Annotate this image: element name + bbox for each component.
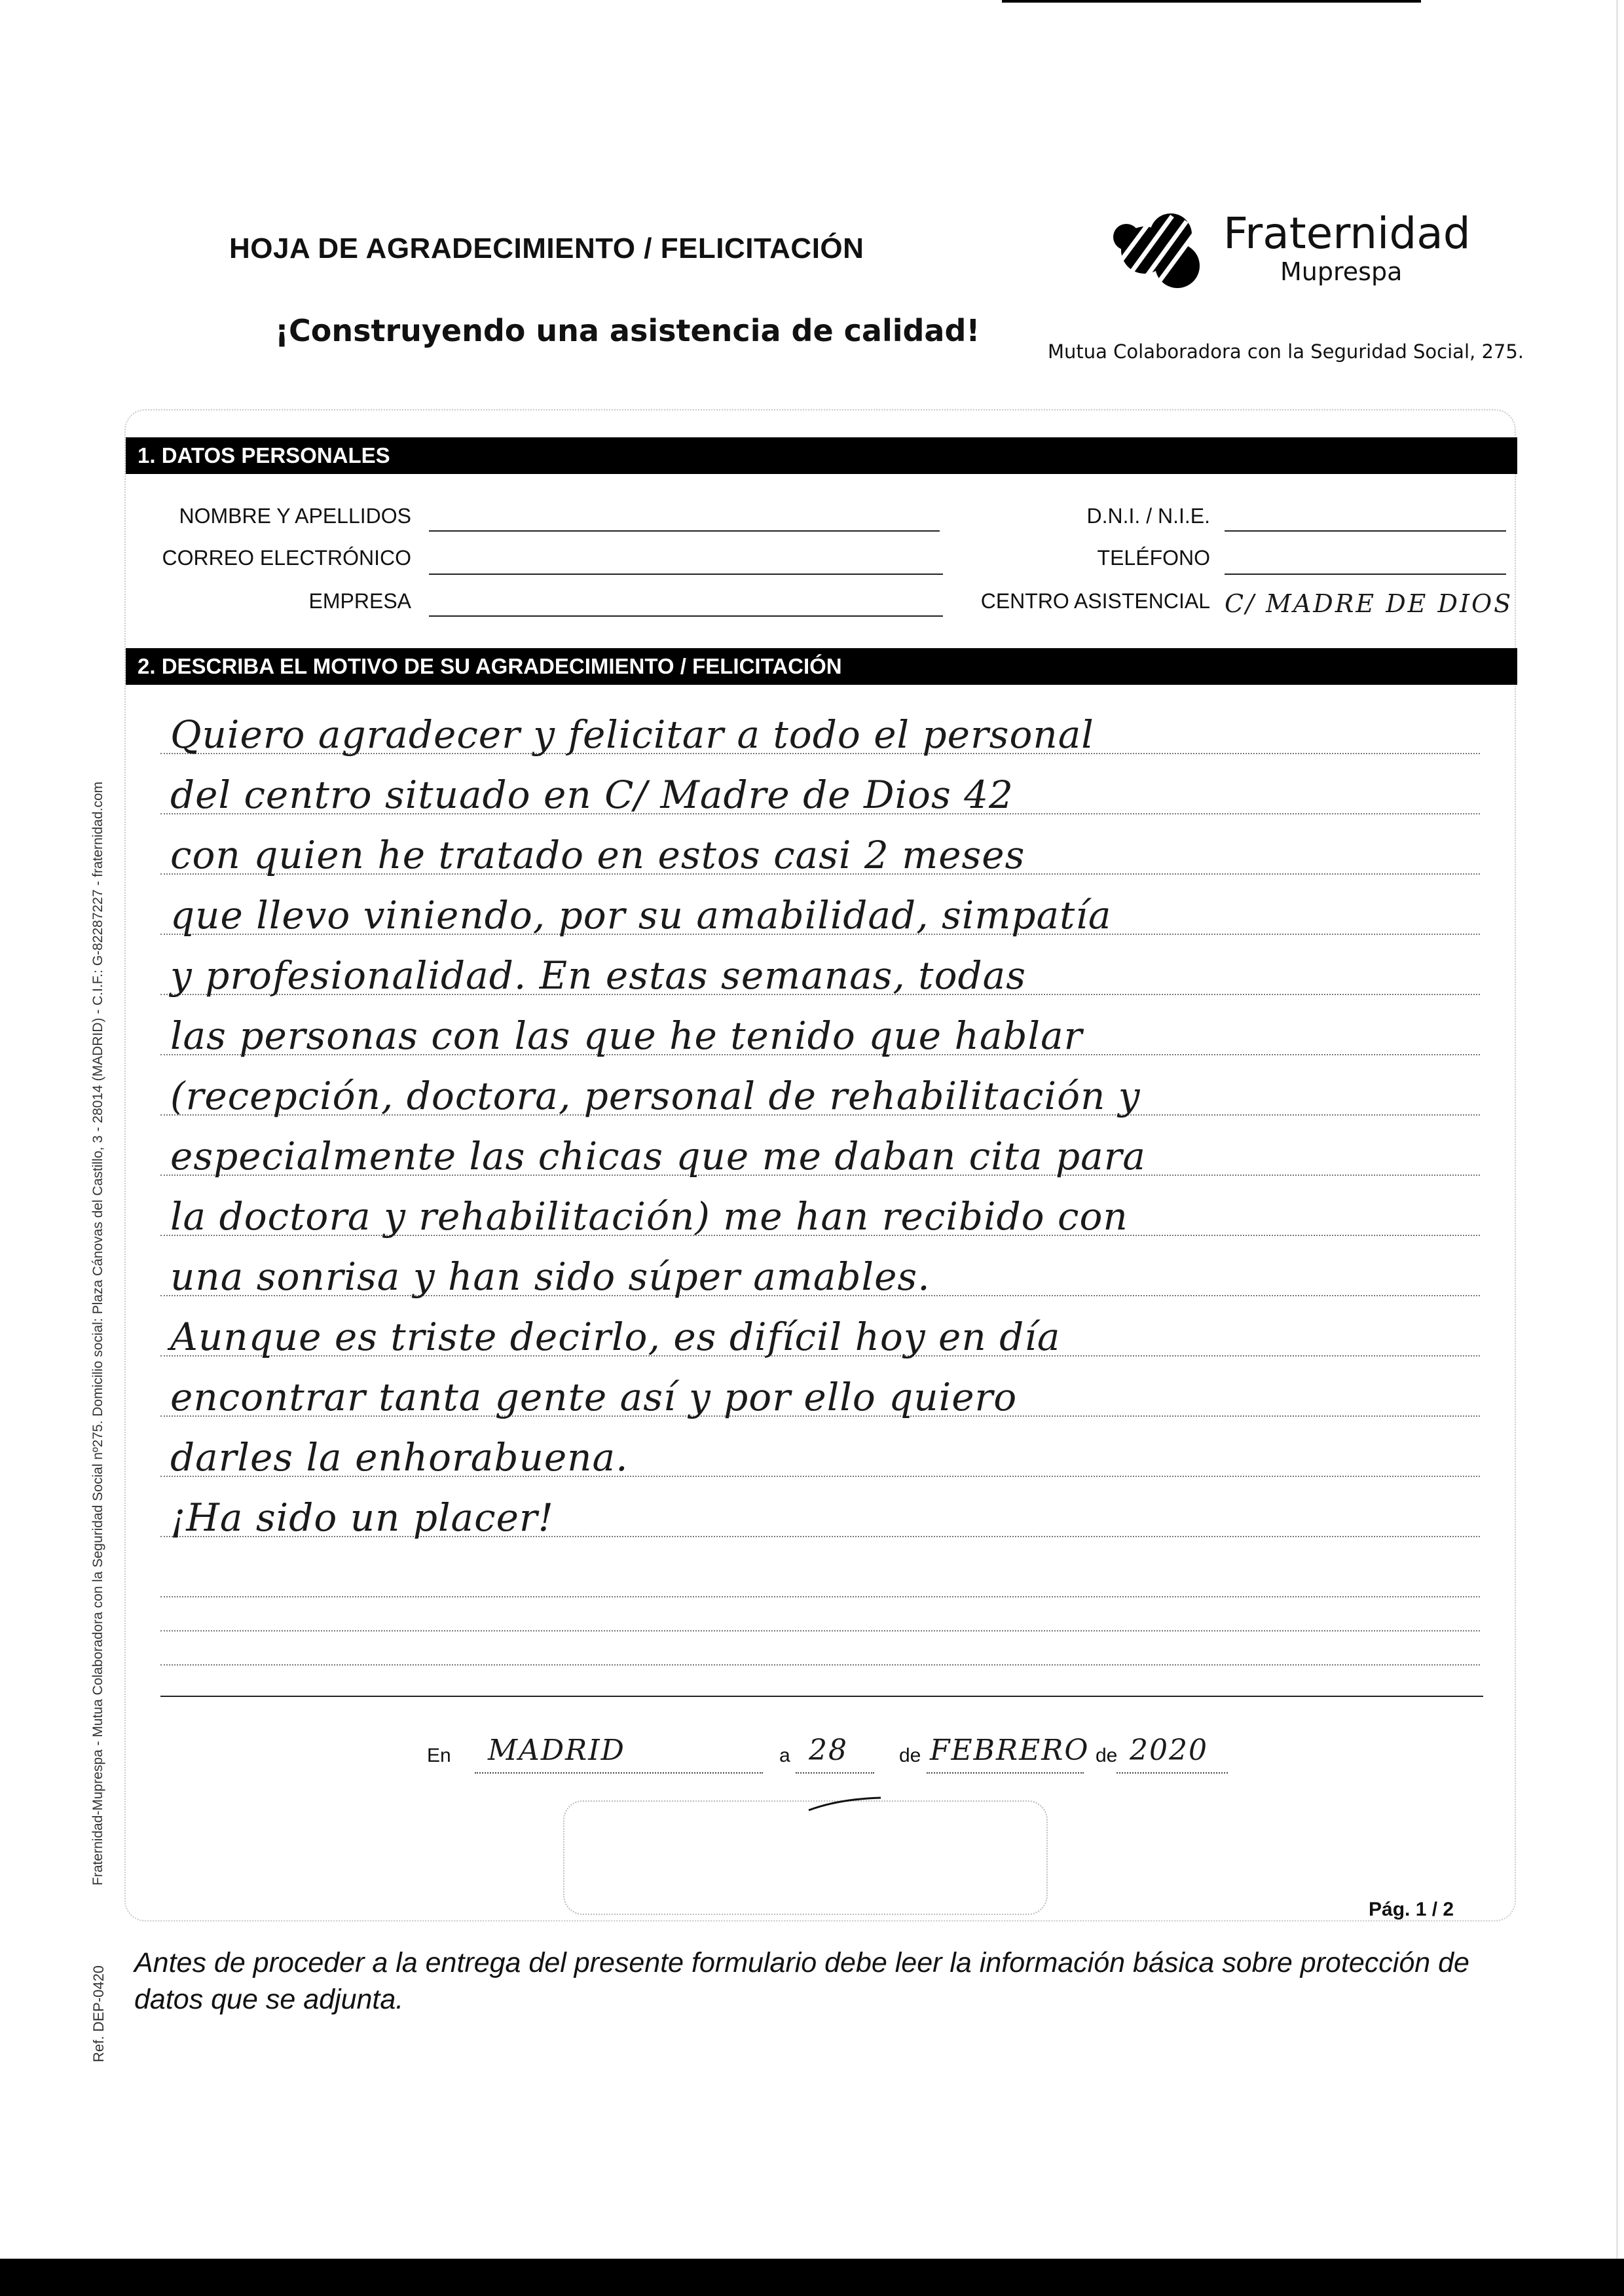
date-en-label: En	[427, 1745, 451, 1766]
label-empresa: EMPRESA	[308, 589, 411, 613]
top-edge-mark	[1002, 0, 1421, 3]
letter-line: la doctora y rehabilitación) me han recibido con	[170, 1194, 1128, 1239]
letter-line: las personas con las que he tenido que hablar	[170, 1013, 1083, 1058]
label-centro: CENTRO ASISTENCIAL	[980, 589, 1210, 613]
date-month: FEBRERO	[930, 1734, 1090, 1767]
letter-line: y profesionalidad. En estas semanas, todas	[170, 953, 1026, 998]
mutua-line: Mutua Colaboradora con la Seguridad Social, 275.	[1048, 340, 1524, 363]
document-subtitle: ¡Construyendo una asistencia de calidad!	[275, 313, 980, 348]
date-a-label: a	[779, 1745, 790, 1766]
field-dni[interactable]	[1225, 530, 1506, 532]
letter-line: del centro situado en C/ Madre de Dios 42	[170, 773, 1014, 817]
letter-line: Quiero agradecer y felicitar a todo el personal	[170, 712, 1094, 757]
ruled-line	[160, 1630, 1480, 1631]
section2-header: 2. DESCRIBA EL MOTIVO DE SU AGRADECIMIENTO / FELICITACIÓN	[126, 648, 1517, 685]
letter-line: (recepción, doctora, personal de rehabilitación y	[170, 1074, 1141, 1118]
field-empresa[interactable]	[429, 615, 943, 617]
page-edge	[1616, 0, 1618, 2296]
letter-line: ¡Ha sido un placer!	[170, 1495, 554, 1540]
label-nombre: NOMBRE Y APELLIDOS	[179, 504, 411, 528]
field-correo[interactable]	[429, 574, 943, 575]
date-de2-label: de	[1096, 1745, 1118, 1766]
ruled-line	[160, 1664, 1480, 1666]
privacy-notice: Antes de proceder a la entrega del presente formulario debe leer la información básica sobre protección de datos que se adjunta.	[134, 1947, 1469, 2015]
letter-line: Aunque es triste decirlo, es difícil hoy en día	[170, 1315, 1061, 1359]
section1-header: 1. DATOS PERSONALES	[126, 437, 1517, 474]
label-dni: D.N.I. / N.I.E.	[1086, 504, 1210, 528]
label-telefono: TELÉFONO	[1097, 546, 1210, 570]
field-nombre[interactable]	[429, 530, 940, 532]
date-year-line[interactable]	[1116, 1771, 1228, 1774]
fraternidad-logo-icon	[1094, 203, 1225, 301]
letter-line: darles la enhorabuena.	[170, 1435, 629, 1480]
closing-line	[160, 1696, 1483, 1697]
field-telefono[interactable]	[1225, 574, 1506, 575]
letter-line: especialmente las chicas que me daban cita para	[170, 1134, 1147, 1178]
date-day-line[interactable]	[796, 1771, 874, 1774]
date-year: 2020	[1130, 1734, 1208, 1767]
page-number: Pág. 1 / 2	[1369, 1899, 1454, 1920]
signature-stroke	[805, 1794, 884, 1813]
side-reference: Ref. DEP-0420	[90, 1965, 107, 2062]
brand-subname: Muprespa	[1280, 257, 1403, 286]
date-day: 28	[809, 1734, 848, 1767]
letter-line: con quien he tratado en estos casi 2 meses	[170, 833, 1025, 877]
date-de-label: de	[899, 1745, 921, 1766]
letter-line: que llevo viniendo, por su amabilidad, simpatía	[170, 893, 1112, 938]
date-city: MADRID	[488, 1734, 625, 1767]
brand-name: Fraternidad	[1223, 208, 1471, 259]
letter-line: una sonrisa y han sido súper amables.	[170, 1254, 931, 1299]
letter-line: encontrar tanta gente así y por ello quiero	[170, 1375, 1018, 1419]
document-title: HOJA DE AGRADECIMIENTO / FELICITACIÓN	[229, 232, 864, 264]
value-centro: C/ MADRE DE DIOS	[1225, 589, 1513, 618]
signature-box[interactable]	[563, 1800, 1048, 1915]
label-correo: CORREO ELECTRÓNICO	[162, 546, 411, 570]
side-legal-text: Fraternidad-Muprespa - Mutua Colaboradora con la Seguridad Social nº275. Domicilio social: Plaza Cánovas del Castillo, 3 - 28014 (MADRID) - C.I.F.: G-82287227 - fraternidad.com	[90, 781, 105, 1886]
date-month-line[interactable]	[927, 1771, 1084, 1774]
date-city-line[interactable]	[475, 1771, 763, 1774]
scan-bottom-edge	[0, 2259, 1624, 2296]
ruled-line	[160, 1596, 1480, 1597]
